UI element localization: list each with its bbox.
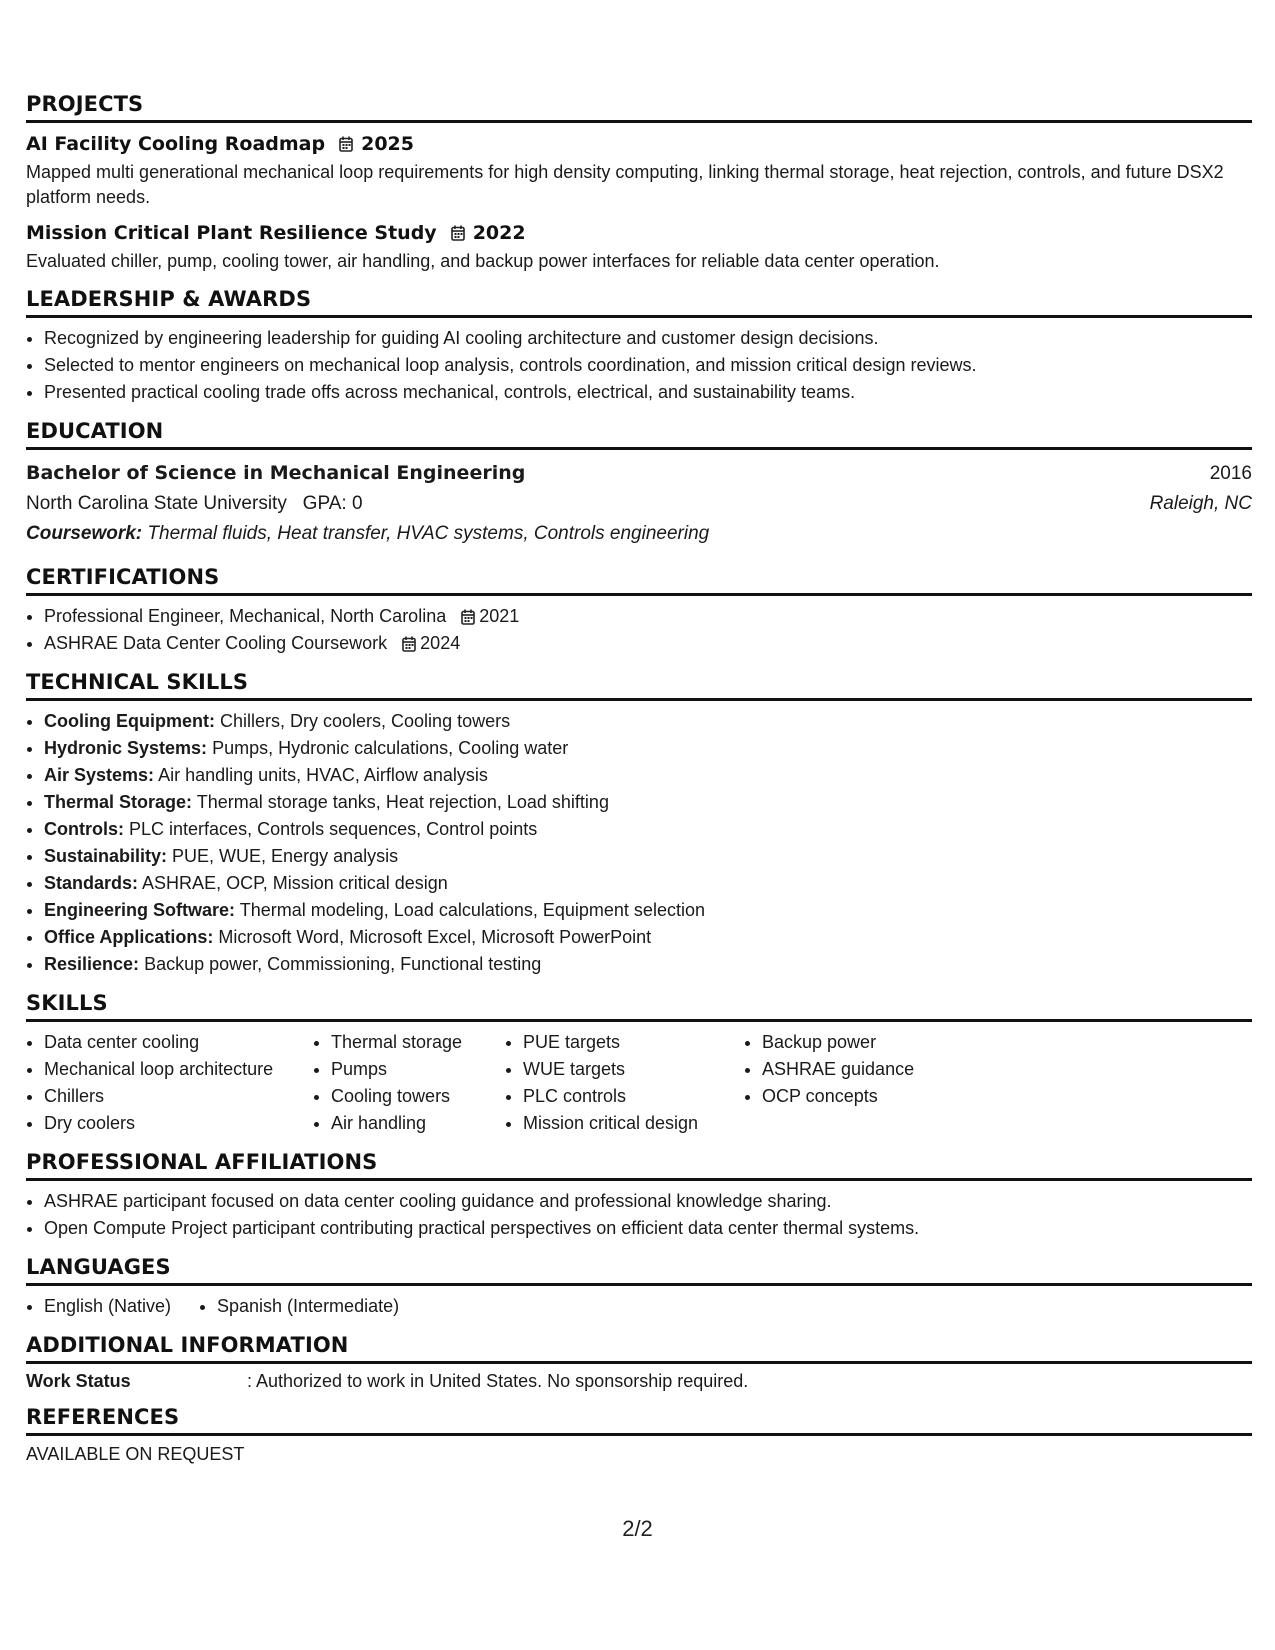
list-item: • Pumps — [331, 1056, 505, 1083]
affiliations-list — [26, 1188, 1252, 1242]
calendar-icon — [451, 225, 465, 241]
list-item — [44, 762, 1252, 789]
skills-column — [313, 1029, 505, 1137]
list-item: • Thermal storage — [331, 1029, 505, 1056]
skill-category: Air Systems: — [44, 765, 155, 785]
list-item: • Open Compute Project participant contributing practical perspectives on efficient data center thermal systems. — [44, 1215, 1252, 1242]
school-name: North Carolina State University — [26, 493, 287, 514]
list-item — [44, 897, 1252, 924]
project-description: Evaluated chiller, pump, cooling tower, air handling, and backup power interfaces for reliable data center operation. — [26, 251, 940, 271]
affiliations-section — [26, 1150, 1252, 1242]
list-item: • OCP concepts — [762, 1083, 962, 1110]
cert-name: Professional Engineer, Mechanical, North Carolina — [44, 606, 447, 626]
project-name: Mission Critical Plant Resilience Study — [26, 222, 437, 244]
skill-values: Microsoft Word, Microsoft Excel, Microsoft PowerPoint — [218, 927, 652, 947]
languages-list — [26, 1293, 1252, 1320]
list-item — [44, 843, 1252, 870]
list-item: • ASHRAE guidance — [762, 1056, 962, 1083]
cert-year: 2024 — [420, 633, 461, 653]
skill-category: Engineering Software: — [44, 900, 236, 920]
calendar-icon — [402, 636, 416, 652]
skill-values: PLC interfaces, Controls sequences, Control points — [129, 819, 538, 839]
additional-info-heading: ADDITIONAL INFORMATION — [26, 1333, 1252, 1364]
project-item — [26, 133, 1252, 210]
education-section — [26, 419, 1252, 549]
skill-values: Air handling units, HVAC, Airflow analysis — [158, 765, 488, 785]
skills-column — [26, 1029, 313, 1137]
skills-column — [505, 1029, 744, 1137]
list-item — [44, 735, 1252, 762]
work-status-value: : Authorized to work in United States. No sponsorship required. — [247, 1371, 749, 1391]
calendar-icon — [339, 136, 353, 152]
skill-values: Thermal modeling, Load calculations, Equipment selection — [239, 900, 705, 920]
skills-heading: SKILLS — [26, 991, 1252, 1022]
gpa: GPA: 0 — [302, 493, 363, 514]
skill-category: Cooling Equipment: — [44, 711, 215, 731]
list-item: • English (Native) — [44, 1293, 199, 1320]
list-item: • PLC controls — [523, 1083, 744, 1110]
list-item: • Backup power — [762, 1029, 962, 1056]
skills-section — [26, 991, 1252, 1137]
certifications-section — [26, 565, 1252, 657]
technical-skills-section — [26, 670, 1252, 978]
additional-info-section — [26, 1333, 1252, 1392]
skill-category: Hydronic Systems: — [44, 738, 208, 758]
project-item — [26, 222, 1252, 274]
skills-column — [744, 1029, 962, 1137]
leadership-section — [26, 287, 1252, 406]
list-item — [44, 603, 1252, 630]
skill-values: PUE, WUE, Energy analysis — [172, 846, 399, 866]
list-item — [44, 870, 1252, 897]
list-item — [44, 951, 1252, 978]
skill-category: Controls: — [44, 819, 124, 839]
skill-values: Chillers, Dry coolers, Cooling towers — [220, 711, 511, 731]
projects-section — [26, 92, 1252, 274]
project-name: AI Facility Cooling Roadmap — [26, 133, 326, 155]
resume-page-2 — [26, 92, 1252, 1478]
list-item: • PUE targets — [523, 1029, 744, 1056]
list-item: • Dry coolers — [44, 1110, 313, 1137]
coursework-list: Thermal fluids, Heat transfer, HVAC systems, Controls engineering — [147, 523, 710, 544]
project-year: 2022 — [472, 222, 526, 244]
list-item: • Recognized by engineering leadership for guiding AI cooling architecture and customer design decisions. — [44, 325, 1252, 352]
skill-values: Backup power, Commissioning, Functional testing — [144, 954, 542, 974]
skill-category: Thermal Storage: — [44, 792, 193, 812]
cert-name: ASHRAE Data Center Cooling Coursework — [44, 633, 388, 653]
certifications-list — [26, 603, 1252, 657]
list-item — [44, 708, 1252, 735]
leadership-heading: LEADERSHIP & AWARDS — [26, 287, 1252, 318]
references-heading: REFERENCES — [26, 1405, 1252, 1436]
skill-category: Office Applications: — [44, 927, 214, 947]
list-item: • Cooling towers — [331, 1083, 505, 1110]
coursework-label: Coursework: — [26, 523, 143, 544]
list-item — [44, 924, 1252, 951]
calendar-icon — [461, 609, 475, 625]
list-item: • Data center cooling — [44, 1029, 313, 1056]
skill-category: Resilience: — [44, 954, 140, 974]
list-item: • Selected to mentor engineers on mechanical loop analysis, controls coordination, and mission critical design reviews. — [44, 352, 1252, 379]
list-item: • Mechanical loop architecture — [44, 1056, 313, 1083]
skill-values: ASHRAE, OCP, Mission critical design — [142, 873, 448, 893]
education-heading: EDUCATION — [26, 419, 1252, 450]
skill-values: Thermal storage tanks, Heat rejection, Load shifting — [196, 792, 609, 812]
list-item: • WUE targets — [523, 1056, 744, 1083]
references-section — [26, 1405, 1252, 1465]
project-year: 2025 — [361, 133, 414, 155]
list-item — [44, 789, 1252, 816]
list-item: • Air handling — [331, 1110, 505, 1137]
cert-year: 2021 — [479, 606, 520, 626]
list-item: • ASHRAE participant focused on data center cooling guidance and professional knowledge sharing. — [44, 1188, 1252, 1215]
projects-heading: PROJECTS — [26, 92, 1252, 123]
project-description: Mapped multi generational mechanical loop requirements for high density computing, linking thermal storage, heat rejection, controls, and future DSX2 platform needs. — [26, 162, 1224, 207]
certifications-heading: CERTIFICATIONS — [26, 565, 1252, 596]
skills-columns — [26, 1029, 1252, 1137]
list-item: • Spanish (Intermediate) — [217, 1293, 399, 1320]
degree-year: 2016 — [1209, 463, 1252, 484]
list-item: • Mission critical design — [523, 1110, 744, 1137]
affiliations-heading: PROFESSIONAL AFFILIATIONS — [26, 1150, 1252, 1181]
technical-skills-heading: TECHNICAL SKILLS — [26, 670, 1252, 701]
skill-category: Sustainability: — [44, 846, 168, 866]
languages-heading: LANGUAGES — [26, 1255, 1252, 1286]
page-number: 2/2 — [622, 1516, 653, 1541]
languages-section — [26, 1255, 1252, 1320]
list-item — [44, 816, 1252, 843]
leadership-list — [26, 325, 1252, 406]
school-location: Raleigh, NC — [1149, 493, 1252, 514]
list-item: • Chillers — [44, 1083, 313, 1110]
list-item: • Presented practical cooling trade offs across mechanical, controls, electrical, and sustainability teams. — [44, 379, 1252, 406]
work-status-label: Work Status — [26, 1371, 131, 1391]
skill-category: Standards: — [44, 873, 139, 893]
technical-skills-list — [26, 708, 1252, 978]
list-item — [44, 630, 1252, 657]
skill-values: Pumps, Hydronic calculations, Cooling water — [212, 738, 569, 758]
references-text: AVAILABLE ON REQUEST — [26, 1444, 245, 1464]
degree-name: Bachelor of Science in Mechanical Engineering — [26, 462, 526, 484]
